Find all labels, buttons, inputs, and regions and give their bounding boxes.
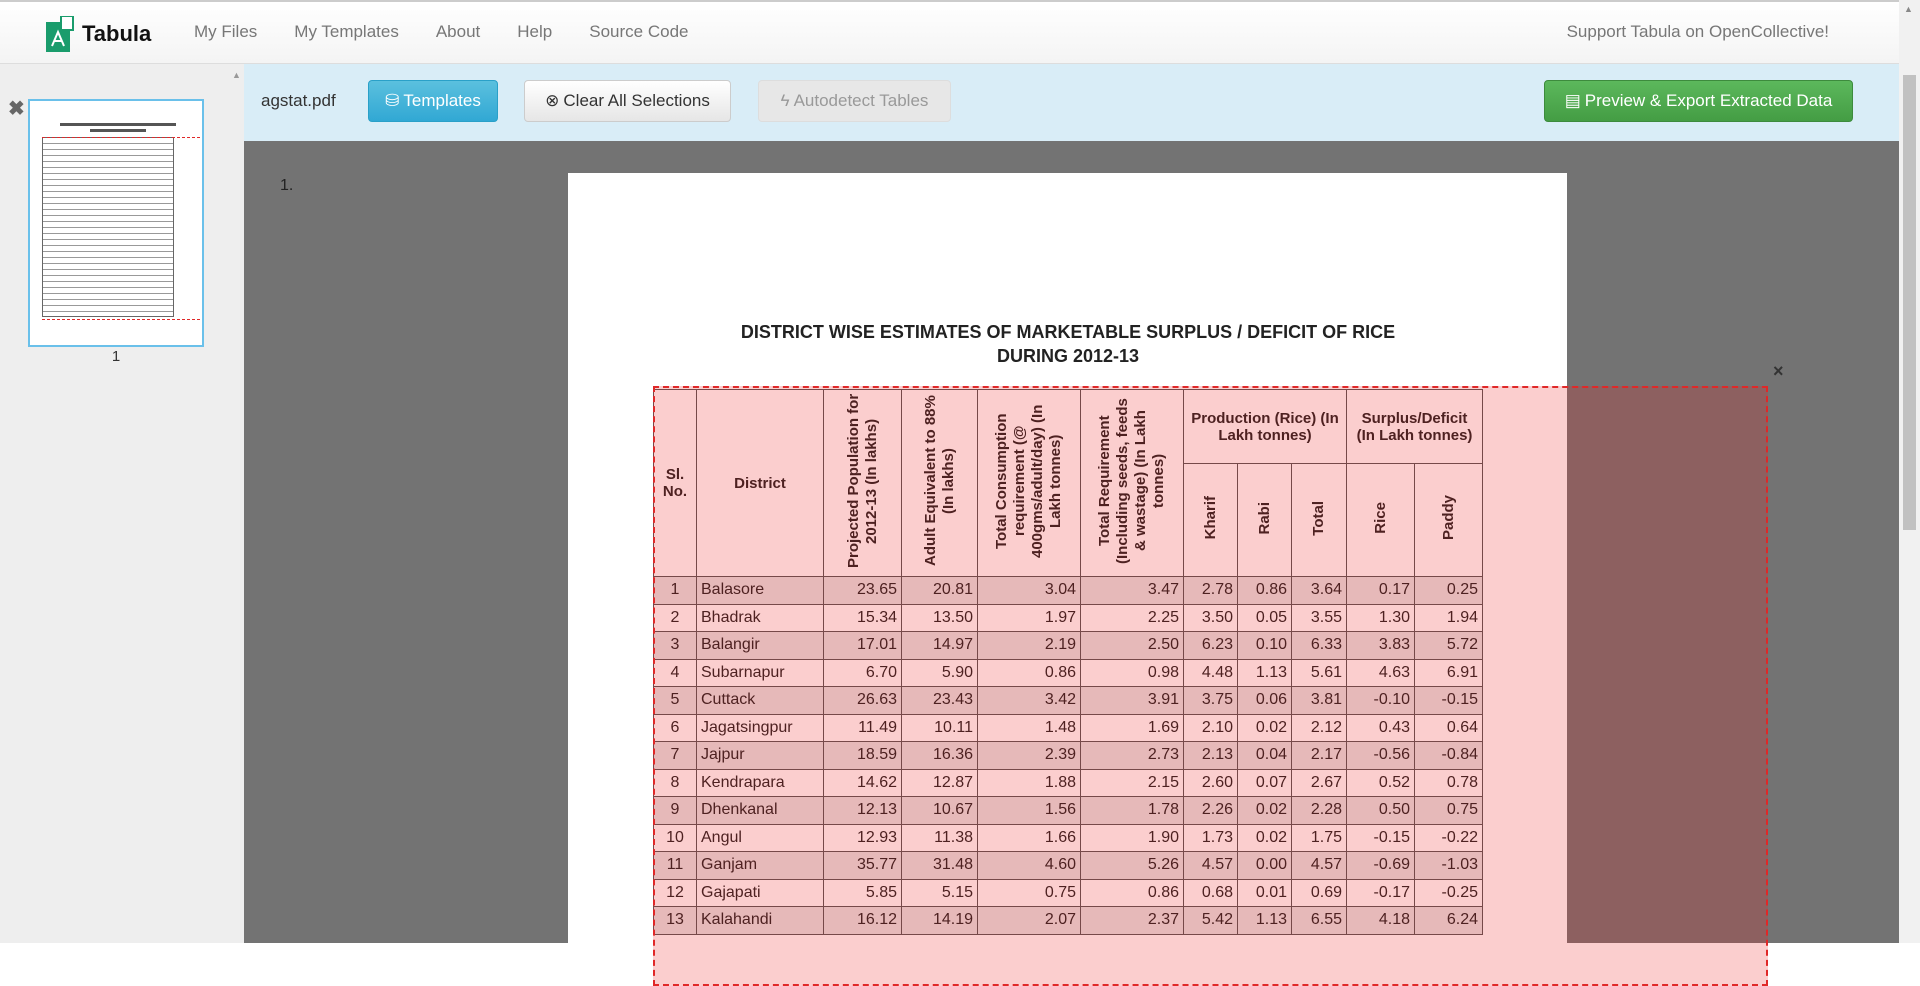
table-cell: 35.77 bbox=[824, 852, 902, 880]
table-cell: 5.42 bbox=[1184, 907, 1238, 935]
table-cell: -1.03 bbox=[1415, 852, 1483, 880]
table-cell: -0.56 bbox=[1347, 742, 1415, 770]
table-cell: 12 bbox=[654, 879, 697, 907]
table-cell: 16.36 bbox=[902, 742, 978, 770]
table-cell: 23.65 bbox=[824, 577, 902, 605]
table-cell: 0.75 bbox=[978, 879, 1081, 907]
table-cell: 0.02 bbox=[1238, 714, 1292, 742]
page-thumbnail[interactable] bbox=[28, 99, 204, 347]
table-cell: 4.63 bbox=[1347, 659, 1415, 687]
table-cell: -0.15 bbox=[1415, 687, 1483, 715]
table-cell: 0.17 bbox=[1347, 577, 1415, 605]
table-cell: Balangir bbox=[697, 632, 824, 660]
table-cell: -0.15 bbox=[1347, 824, 1415, 852]
table-cell: 0.43 bbox=[1347, 714, 1415, 742]
page-number: 1. bbox=[280, 177, 294, 194]
table-cell: Balasore bbox=[697, 577, 824, 605]
list-icon: ▤ bbox=[1564, 91, 1581, 110]
templates-label: Templates bbox=[403, 91, 481, 110]
table-cell: 5 bbox=[654, 687, 697, 715]
table-cell: 6.23 bbox=[1184, 632, 1238, 660]
page-scrollbar[interactable]: ▲ bbox=[1899, 0, 1920, 943]
table-cell: 4.48 bbox=[1184, 659, 1238, 687]
lightning-icon: ϟ bbox=[780, 91, 790, 110]
remove-page-icon[interactable]: ✖ bbox=[8, 98, 25, 120]
table-cell: 5.72 bbox=[1415, 632, 1483, 660]
table-cell: 5.85 bbox=[824, 879, 902, 907]
table-cell: 0.02 bbox=[1238, 824, 1292, 852]
navbar bbox=[0, 0, 1899, 64]
table-cell: 3 bbox=[654, 632, 697, 660]
autodetect-label: Autodetect Tables bbox=[793, 91, 929, 110]
table-cell: 1.94 bbox=[1415, 604, 1483, 632]
table-cell: 14.97 bbox=[902, 632, 978, 660]
table-cell: 14.19 bbox=[902, 907, 978, 935]
table-cell: 0.07 bbox=[1238, 769, 1292, 797]
table-cell: 12.13 bbox=[824, 797, 902, 825]
table-cell: 5.26 bbox=[1081, 852, 1184, 880]
table-cell: 0.64 bbox=[1415, 714, 1483, 742]
table-cell: 2.73 bbox=[1081, 742, 1184, 770]
table-cell: 0.86 bbox=[978, 659, 1081, 687]
table-cell: -0.69 bbox=[1347, 852, 1415, 880]
table-cell: 3.04 bbox=[978, 577, 1081, 605]
nav-my-files[interactable]: My Files bbox=[194, 22, 258, 41]
table-cell: 2.67 bbox=[1292, 769, 1347, 797]
sidebar-scrollbar[interactable]: ▲ bbox=[228, 64, 244, 943]
table-cell: 0.52 bbox=[1347, 769, 1415, 797]
table-cell: 2.28 bbox=[1292, 797, 1347, 825]
table-cell: 13.50 bbox=[902, 604, 978, 632]
table-cell: 1.48 bbox=[978, 714, 1081, 742]
nav-source-code[interactable]: Source Code bbox=[589, 22, 689, 41]
table-cell: 5.15 bbox=[902, 879, 978, 907]
remove-selection-icon[interactable]: × bbox=[1773, 361, 1784, 381]
table-cell: 10.11 bbox=[902, 714, 978, 742]
title-line-2: DURING 2012-13 bbox=[996, 346, 1140, 366]
table-cell: 0.98 bbox=[1081, 659, 1184, 687]
table-cell: 6.91 bbox=[1415, 659, 1483, 687]
table-cell: 7 bbox=[654, 742, 697, 770]
table-cell: 8 bbox=[654, 769, 697, 797]
table-cell: 1.13 bbox=[1238, 907, 1292, 935]
table-cell: 2.37 bbox=[1081, 907, 1184, 935]
clear-selections-button[interactable] bbox=[524, 80, 731, 122]
table-cell: -0.25 bbox=[1415, 879, 1483, 907]
table-cell: 3.42 bbox=[978, 687, 1081, 715]
table-cell: Cuttack bbox=[697, 687, 824, 715]
table-cell: 17.01 bbox=[824, 632, 902, 660]
filename: agstat.pdf bbox=[261, 91, 336, 110]
table-cell: 1.13 bbox=[1238, 659, 1292, 687]
table-cell: 11 bbox=[654, 852, 697, 880]
brand-name: Tabula bbox=[82, 21, 152, 46]
table-cell: 12.93 bbox=[824, 824, 902, 852]
table-cell: 6.24 bbox=[1415, 907, 1483, 935]
table-cell: -0.84 bbox=[1415, 742, 1483, 770]
scrollbar-thumb[interactable] bbox=[1903, 75, 1916, 530]
table-cell: 6.55 bbox=[1292, 907, 1347, 935]
table-cell: 3.55 bbox=[1292, 604, 1347, 632]
table-cell: Kalahandi bbox=[697, 907, 824, 935]
header-sl: Sl. No. bbox=[654, 390, 697, 577]
table-cell: 0.75 bbox=[1415, 797, 1483, 825]
header-requirement: Total Requirement (Including seeds, feeds & wastage) (In Lakh tonnes) bbox=[1081, 390, 1184, 577]
table-cell: 2.26 bbox=[1184, 797, 1238, 825]
table-cell: 4.18 bbox=[1347, 907, 1415, 935]
table-cell: 3.83 bbox=[1347, 632, 1415, 660]
table-cell: 1.75 bbox=[1292, 824, 1347, 852]
table-cell: 0.04 bbox=[1238, 742, 1292, 770]
table-cell: 3.64 bbox=[1292, 577, 1347, 605]
title-line-1: DISTRICT WISE ESTIMATES OF MARKETABLE SURPLUS / DEFICIT OF RICE bbox=[740, 322, 1396, 342]
table-cell: 0.50 bbox=[1347, 797, 1415, 825]
table-cell: 0.06 bbox=[1238, 687, 1292, 715]
header-paddy: Paddy bbox=[1415, 464, 1483, 577]
table-cell: -0.17 bbox=[1347, 879, 1415, 907]
table-cell: 26.63 bbox=[824, 687, 902, 715]
header-population: Projected Population for 2012-13 (In lakhs) bbox=[824, 390, 902, 577]
tabula-logo-icon bbox=[46, 16, 74, 52]
table-cell: 2.15 bbox=[1081, 769, 1184, 797]
table-cell: 0.78 bbox=[1415, 769, 1483, 797]
table-cell: 6.70 bbox=[824, 659, 902, 687]
table-cell: 1.88 bbox=[978, 769, 1081, 797]
table-cell: 2.10 bbox=[1184, 714, 1238, 742]
table-cell: 4 bbox=[654, 659, 697, 687]
table-cell: 2.78 bbox=[1184, 577, 1238, 605]
table-cell: 18.59 bbox=[824, 742, 902, 770]
table-cell: 3.75 bbox=[1184, 687, 1238, 715]
table-selection[interactable] bbox=[653, 386, 1768, 986]
autodetect-tables-button[interactable] bbox=[758, 80, 951, 122]
table-cell: 3.50 bbox=[1184, 604, 1238, 632]
table-cell: 0.69 bbox=[1292, 879, 1347, 907]
table-cell: 15.34 bbox=[824, 604, 902, 632]
table-cell: 2.50 bbox=[1081, 632, 1184, 660]
table-cell: 3.47 bbox=[1081, 577, 1184, 605]
thumbnail-page-number: 1 bbox=[111, 348, 121, 365]
table-cell: 10.67 bbox=[902, 797, 978, 825]
export-label: Preview & Export Extracted Data bbox=[1584, 91, 1833, 110]
table-cell: 1.69 bbox=[1081, 714, 1184, 742]
header-rabi: Rabi bbox=[1238, 464, 1292, 577]
clear-label: Clear All Selections bbox=[563, 91, 710, 110]
times-circle-icon: ⊗ bbox=[545, 91, 560, 110]
table-cell: 0.68 bbox=[1184, 879, 1238, 907]
table-cell: 6.33 bbox=[1292, 632, 1347, 660]
table-cell: 5.61 bbox=[1292, 659, 1347, 687]
table-cell: -0.22 bbox=[1415, 824, 1483, 852]
table-cell: 1 bbox=[654, 577, 697, 605]
table-cell: 1.30 bbox=[1347, 604, 1415, 632]
header-total: Total bbox=[1292, 464, 1347, 577]
table-cell: 9 bbox=[654, 797, 697, 825]
header-adult: Adult Equivalent to 88% (In lakhs) bbox=[902, 390, 978, 577]
templates-icon: ⛁ bbox=[385, 91, 400, 110]
table-cell: 0.10 bbox=[1238, 632, 1292, 660]
table-cell: 2.07 bbox=[978, 907, 1081, 935]
table-cell: 3.81 bbox=[1292, 687, 1347, 715]
table-cell: 0.02 bbox=[1238, 797, 1292, 825]
templates-button[interactable] bbox=[368, 80, 498, 122]
table-cell: 2.39 bbox=[978, 742, 1081, 770]
nav-help[interactable]: Help bbox=[517, 22, 553, 41]
table-cell: Jagatsingpur bbox=[697, 714, 824, 742]
table-cell: 23.43 bbox=[902, 687, 978, 715]
nav-about[interactable]: About bbox=[435, 22, 481, 41]
table-cell: 2.12 bbox=[1292, 714, 1347, 742]
table-cell: 1.97 bbox=[978, 604, 1081, 632]
table-cell: -0.10 bbox=[1347, 687, 1415, 715]
header-surplus: Surplus/Deficit (In Lakh tonnes) bbox=[1347, 390, 1483, 464]
table-cell: 12.87 bbox=[902, 769, 978, 797]
table-cell: 11.38 bbox=[902, 824, 978, 852]
table-cell: 11.49 bbox=[824, 714, 902, 742]
table-cell: 14.62 bbox=[824, 769, 902, 797]
table-cell: 13 bbox=[654, 907, 697, 935]
table-cell: 0.05 bbox=[1238, 604, 1292, 632]
table-cell: 0.86 bbox=[1081, 879, 1184, 907]
table-cell: 2.25 bbox=[1081, 604, 1184, 632]
header-rice: Rice bbox=[1347, 464, 1415, 577]
header-production: Production (Rice) (In Lakh tonnes) bbox=[1184, 390, 1347, 464]
brand-link[interactable] bbox=[46, 16, 151, 52]
table-cell: 0.01 bbox=[1238, 879, 1292, 907]
table-cell: Ganjam bbox=[697, 852, 824, 880]
table-cell: 16.12 bbox=[824, 907, 902, 935]
document-title bbox=[568, 320, 1568, 368]
table-cell: Kendrapara bbox=[697, 769, 824, 797]
table-cell: Gajapati bbox=[697, 879, 824, 907]
table-cell: 20.81 bbox=[902, 577, 978, 605]
table-cell: 0.86 bbox=[1238, 577, 1292, 605]
header-district: District bbox=[697, 390, 824, 577]
table-cell: 5.90 bbox=[902, 659, 978, 687]
header-kharif: Kharif bbox=[1184, 464, 1238, 577]
toolbar bbox=[244, 64, 1899, 141]
table-cell: 31.48 bbox=[902, 852, 978, 880]
table-cell: 2.19 bbox=[978, 632, 1081, 660]
table-cell: 1.56 bbox=[978, 797, 1081, 825]
table-cell: 0.00 bbox=[1238, 852, 1292, 880]
support-link[interactable]: Support Tabula on OpenCollective! bbox=[1566, 22, 1829, 41]
table-cell: Jajpur bbox=[697, 742, 824, 770]
table-cell: 2.60 bbox=[1184, 769, 1238, 797]
table-cell: Subarnapur bbox=[697, 659, 824, 687]
header-consumption: Total Consumption requirement (@ 400gms/adult/day) (In Lakh tonnes) bbox=[978, 390, 1081, 577]
table-cell: 1.78 bbox=[1081, 797, 1184, 825]
table-cell: 4.57 bbox=[1292, 852, 1347, 880]
table-cell: 6 bbox=[654, 714, 697, 742]
table-cell: 4.57 bbox=[1184, 852, 1238, 880]
table-cell: 2 bbox=[654, 604, 697, 632]
table-cell: 3.91 bbox=[1081, 687, 1184, 715]
preview-export-button[interactable] bbox=[1544, 80, 1853, 122]
table-cell: 10 bbox=[654, 824, 697, 852]
table-cell: 4.60 bbox=[978, 852, 1081, 880]
table-cell: 1.73 bbox=[1184, 824, 1238, 852]
table-cell: 1.66 bbox=[978, 824, 1081, 852]
table-cell: Dhenkanal bbox=[697, 797, 824, 825]
nav-my-templates[interactable]: My Templates bbox=[294, 22, 399, 41]
table-cell: 2.17 bbox=[1292, 742, 1347, 770]
table-cell: 1.90 bbox=[1081, 824, 1184, 852]
table-cell: Bhadrak bbox=[697, 604, 824, 632]
table-cell: Angul bbox=[697, 824, 824, 852]
table-cell: 0.25 bbox=[1415, 577, 1483, 605]
table-cell: 2.13 bbox=[1184, 742, 1238, 770]
